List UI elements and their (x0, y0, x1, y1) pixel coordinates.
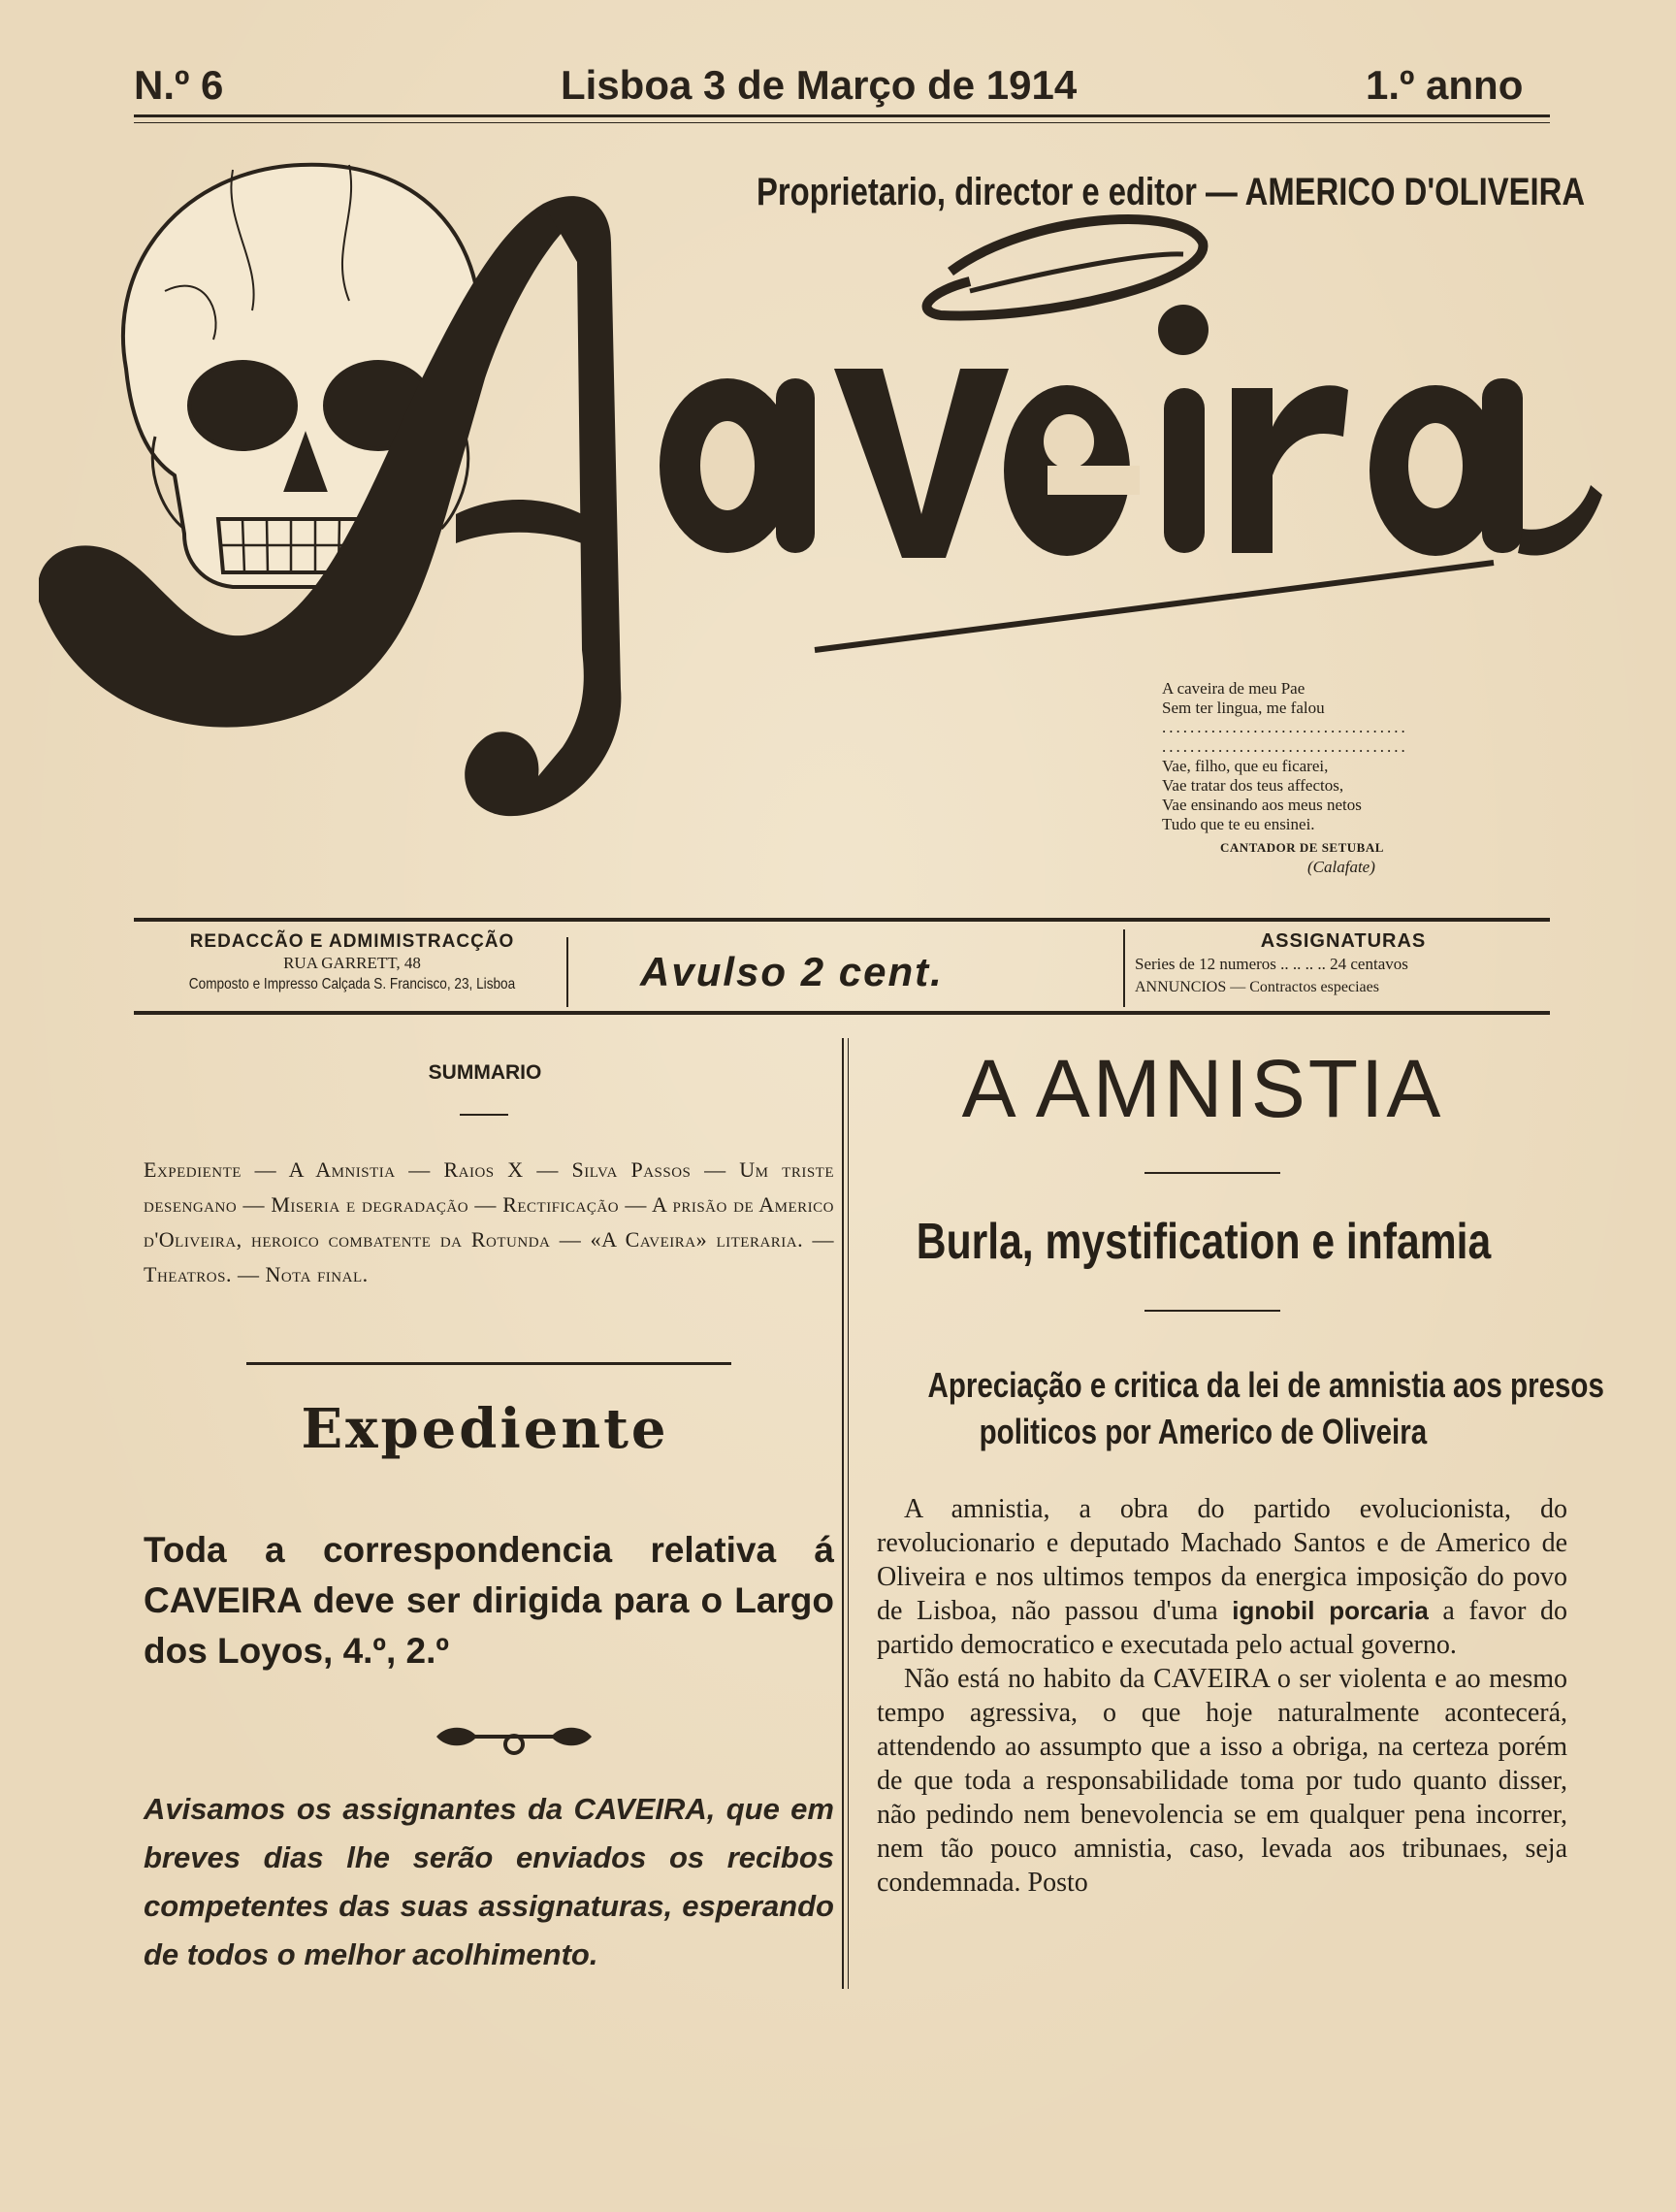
verse-ellipsis: ................................... (1162, 737, 1408, 756)
subscriptions-box (1135, 929, 1552, 999)
place-date: Lisboa 3 de Março de 1914 (561, 62, 1078, 108)
article-deck (854, 1362, 1604, 1455)
header-rule-thin (134, 122, 1550, 123)
summary-body: Expediente — A Amnistia — Raios X — Silva Passos — Um triste desengano — Miseria e degradação — Rectificação — A prisão de Americo d'Oliveira, heroico combatente da Rotunda — «A Caveira» literaria. — Theatros. — Nota final. (144, 1157, 834, 1286)
band-rule-bottom (134, 1011, 1550, 1015)
summary-title: SUMMARIO (428, 1061, 542, 1084)
expediente-title: Expediente (301, 1397, 669, 1461)
issue-number: N.º 6 (134, 62, 224, 108)
printer-address: Composto e Impresso Calçada S. Francisco, 23, Lisboa (188, 976, 516, 992)
subtitle-rule (1144, 1310, 1280, 1312)
article-paragraph: Não está no habito da CAVEIRA o ser violenta e ao mesmo tempo agressiva, o que hoje naturalmente acontecerá, attendendo ao assumpto que a isso a obriga, na certeza porém de que toda a responsabilidade toma por tudo quanto disser, não pedindo nem benevolencia se em qualquer pena incorrer, nem tão pouco amnistia, caso, levada aos tribunaes, seja condemnada. Posto (877, 1664, 1567, 1898)
editorial-address (134, 931, 570, 995)
header-rule (134, 114, 1550, 117)
epigraph-verse (1162, 679, 1453, 877)
verse-pseudonym: (Calafate) (1307, 858, 1375, 876)
title-rule (1144, 1172, 1280, 1174)
single-copy-price: Avulso 2 cent. (640, 949, 944, 994)
verse-line: A caveira de meu Pae (1162, 679, 1305, 698)
column-divider (848, 1038, 849, 1989)
proprietor-line: Proprietario, director e editor — AMERICO D'OLIVEIRA (757, 171, 1586, 213)
verse-author: CANTADOR DE SETUBAL (1220, 840, 1384, 855)
article-paragraph: A amnistia, a obra do partido evolucionista, do revolucionario e deputado Machado Santos e de Americo de Oliveira e nos ultimos tempos da energica imposição do povo de Lisboa, não passou d'uma ignobil porcaria a favor do partido democratico e executada pelo actual governo. (877, 1494, 1567, 1660)
deck-line: Apreciação e critica da lei de amnistia aos presos (927, 1365, 1604, 1405)
street-address: RUA GARRETT, 48 (283, 954, 421, 972)
verse-line: Vae, filho, que eu ficarei, (1162, 757, 1329, 775)
verse-ellipsis: ................................... (1162, 718, 1408, 736)
ads-line: ANNUNCIOS — Contractos especiaes (1135, 979, 1379, 995)
correspondence-notice: Toda a correspondencia relativa á CAVEIRA deve ser dirigida para o Largo dos Loyos, 4.º, 2.º (144, 1530, 834, 1671)
band-separator (1123, 929, 1125, 1007)
subscribers-notice: Avisamos os assignantes da CAVEIRA, que em breves dias lhe serão enviados os recibos competentes das suas assignaturas, esperando de todos o melhor acolhimento. (144, 1792, 834, 1971)
year-label: 1.º anno (1366, 62, 1524, 108)
verse-line: Tudo que te eu ensinei. (1162, 815, 1315, 833)
summary-rule (460, 1114, 508, 1116)
column-divider (842, 1038, 844, 1989)
deck-line: politicos por Americo de Oliveira (979, 1412, 1427, 1451)
redaccao-label: REDACCÃO E ADMIMISTRACÇÃO (189, 931, 515, 952)
emphasis-text: ignobil porcaria (1232, 1596, 1429, 1625)
verse-line: Vae tratar dos teus affectos, (1162, 776, 1344, 795)
ornament-icon (427, 1717, 601, 1756)
subscriptions-title: ASSIGNATURAS (1260, 930, 1427, 952)
section-rule (246, 1362, 731, 1365)
article-subtitle: Burla, mystification e infamia (916, 1214, 1492, 1270)
masthead-word-aveira (660, 305, 1602, 558)
subscriptions-rate: Series de 12 numeros .. .. .. .. 24 centavos (1135, 955, 1408, 973)
verse-line: Sem ter lingua, me falou (1162, 699, 1325, 717)
band-rule-top (134, 918, 1550, 922)
verse-line: Vae ensinando aos meus netos (1162, 796, 1362, 814)
article-title: A AMNISTIA (961, 1043, 1444, 1134)
article-body (877, 1492, 1567, 1900)
